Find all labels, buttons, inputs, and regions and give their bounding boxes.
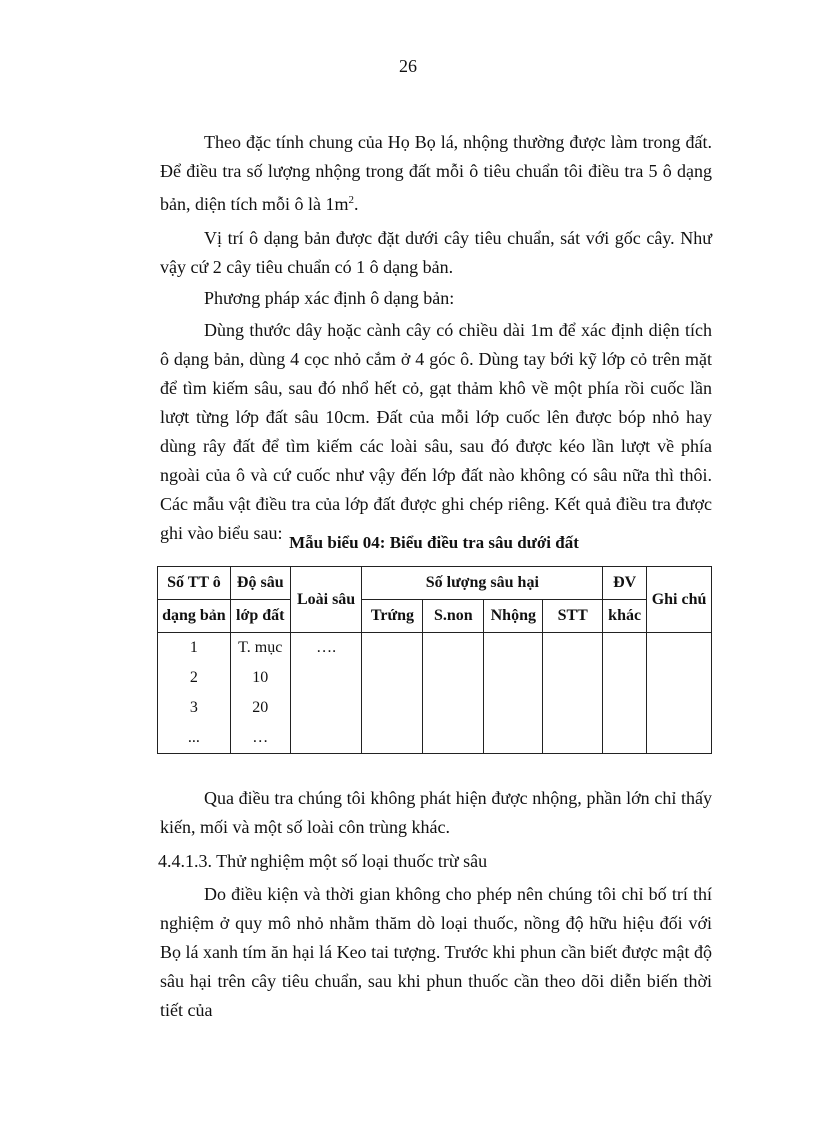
header-adults: STT <box>543 600 603 633</box>
cell-plot-number: ... <box>158 723 231 754</box>
cell-other-animals <box>603 693 647 723</box>
cell-other-animals <box>603 633 647 664</box>
cell-notes <box>647 663 712 693</box>
header-plot-number: Số TT ô <box>158 567 231 600</box>
cell-adults <box>543 723 603 754</box>
cell-other-animals <box>603 663 647 693</box>
cell-eggs <box>362 663 423 693</box>
header-notes: Ghi chú <box>647 567 712 633</box>
cell-pest-species: …. <box>290 633 362 664</box>
cell-other-animals <box>603 723 647 754</box>
cell-notes <box>647 693 712 723</box>
table-row <box>158 693 712 723</box>
header-pest-species: Loài sâu <box>290 567 362 633</box>
soil-pest-survey-table <box>157 566 712 754</box>
cell-eggs <box>362 633 423 664</box>
cell-eggs <box>362 723 423 754</box>
cell-soil-depth: … <box>230 723 290 754</box>
cell-notes <box>647 633 712 664</box>
cell-pupae <box>484 633 543 664</box>
cell-pest-species <box>290 693 362 723</box>
cell-eggs <box>362 693 423 723</box>
paragraph-survey-result: Qua điều tra chúng tôi không phát hiện được nhộng, phần lớn chỉ thấy kiến, mối và một số loài côn trùng khác. <box>160 788 712 837</box>
page-number: 26 <box>399 56 417 76</box>
cell-pupae <box>484 663 543 693</box>
cell-soil-depth: T. mục <box>230 633 290 664</box>
table-row <box>158 663 712 693</box>
cell-pest-species <box>290 663 362 693</box>
cell-adults <box>543 693 603 723</box>
header-soil-depth-line2: lớp đất <box>230 600 290 633</box>
paragraph-pesticide-trial: Do điều kiện và thời gian không cho phép nên chúng tôi chỉ bố trí thí nghiệm ở quy mô nhỏ nhằm thăm dò loại thuốc, nồng độ hữu hiệu đối với Bọ lá xanh tím ăn hại lá Keo tai tượng. Trước khi phun cần biết được mật độ sâu hại trên cây tiêu chuẩn, sau khi phun thuốc cần theo dõi diễn biến thời tiết của <box>160 884 712 1020</box>
cell-larvae <box>423 693 484 723</box>
paragraph-method: Dùng thước dây hoặc cành cây có chiều dài 1m để xác định diện tích ô dạng bản, dùng 4 cọc nhỏ cắm ở 4 góc ô. Dùng tay bới kỹ lớp cỏ trên mặt để tìm kiếm sâu, sau đó nhổ hết cỏ, gạt thảm khô về một phía rồi cuốc lần lượt từng lớp đất sâu 10cm. Đất của mỗi lớp cuốc lên được bóp nhỏ hay dùng rây đất để tìm kiếm các loài sâu, sau đó được kéo lần lượt về phía ngoài của ô và cứ cuốc như vậy đến lớp đất nào không có sâu nữa thì thôi. Các mẫu vật điều tra của lớp đất được ghi chép riêng. Kết quả điều tra được ghi vào biểu sau: <box>160 320 712 543</box>
paragraph-plot-position: Vị trí ô dạng bản được đặt dưới cây tiêu chuẩn, sát với gốc cây. Như vậy cứ 2 cây tiêu chuẩn có 1 ô dạng bản. <box>160 228 712 277</box>
cell-soil-depth: 20 <box>230 693 290 723</box>
table-row <box>158 633 712 664</box>
cell-larvae <box>423 723 484 754</box>
header-other-animals-line2: khác <box>603 600 647 633</box>
header-soil-depth: Độ sâu <box>230 567 290 600</box>
cell-adults <box>543 663 603 693</box>
table-row <box>158 723 712 754</box>
cell-plot-number: 3 <box>158 693 231 723</box>
paragraph-method-heading: Phương pháp xác định ô dạng bản: <box>204 288 455 308</box>
cell-larvae <box>423 663 484 693</box>
cell-pest-species <box>290 723 362 754</box>
header-plot-number-line2: dạng bản <box>158 600 231 633</box>
cell-adults <box>543 633 603 664</box>
cell-notes <box>647 723 712 754</box>
table-title: Mẫu biểu 04: Biểu điều tra sâu dưới đất <box>289 533 579 552</box>
cell-plot-number: 2 <box>158 663 231 693</box>
cell-larvae <box>423 633 484 664</box>
header-other-animals: ĐV <box>603 567 647 600</box>
cell-pupae <box>484 723 543 754</box>
paragraph-pupae-intro: Theo đặc tính chung của Họ Bọ lá, nhộng thường được làm trong đất. Để điều tra số lượng nhộng trong đất mỗi ô tiêu chuẩn tôi điều tra 5 ô dạng bản, diện tích mỗi ô là $1m^2$. <box>160 132 712 214</box>
header-eggs: Trứng <box>362 600 423 633</box>
header-larvae: S.non <box>423 600 484 633</box>
cell-soil-depth: 10 <box>230 663 290 693</box>
cell-plot-number: 1 <box>158 633 231 664</box>
section-heading: 4.4.1.3. Thử nghiệm một số loại thuốc trừ sâu <box>158 851 488 871</box>
header-pest-count: Số lượng sâu hại <box>362 567 603 600</box>
cell-pupae <box>484 693 543 723</box>
header-pupae: Nhộng <box>484 600 543 633</box>
